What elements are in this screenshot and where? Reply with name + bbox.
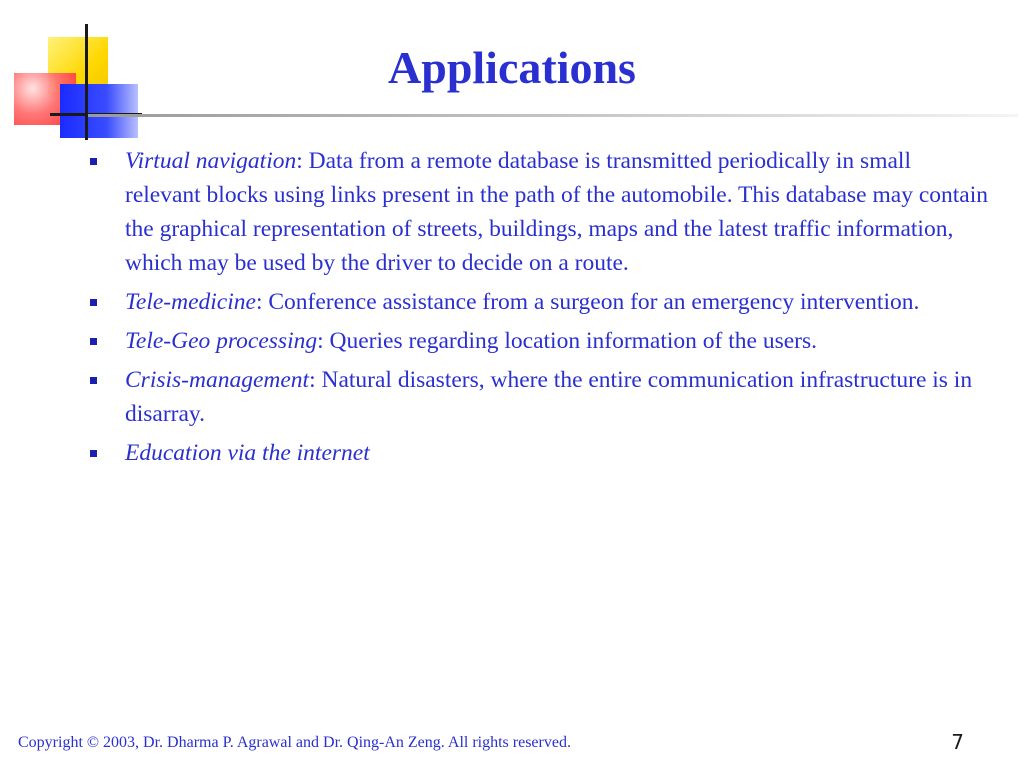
page-number: 7 bbox=[951, 730, 964, 754]
slide-title: Applications bbox=[388, 42, 636, 93]
bullet-text: : Data from a remote database is transmitted periodically in small relevant blocks using links present in the path of the automobile. This database may contain the graphical representation of streets, buildings, maps and the latest traffic information, which may be used by the driver to decide on a route. bbox=[125, 148, 988, 276]
bullet-term: Virtual navigation bbox=[125, 148, 297, 174]
square-bullet-icon bbox=[90, 338, 97, 345]
bullet-term: Tele-medicine bbox=[125, 289, 256, 315]
title-divider bbox=[88, 114, 1018, 117]
bullet-item-tele-medicine bbox=[90, 285, 990, 319]
bullet-text: : Conference assistance from a surgeon for an emergency intervention. bbox=[255, 289, 920, 315]
square-bullet-icon bbox=[90, 450, 97, 457]
bullet-item-crisis-management bbox=[90, 363, 990, 431]
square-bullet-icon bbox=[90, 377, 97, 384]
bullet-item-virtual-navigation bbox=[90, 144, 990, 280]
bullet-item-tele-geo-processing bbox=[90, 324, 990, 358]
square-bullet-icon bbox=[90, 158, 97, 165]
bullet-text: : Natural disasters, where the entire communication infrastructure is in disarray. bbox=[125, 367, 973, 427]
square-bullet-icon bbox=[90, 299, 97, 306]
bullet-term: Tele-Geo processing bbox=[125, 328, 318, 354]
bullet-item-education bbox=[90, 436, 990, 470]
bullet-text: : Queries regarding location information of the users. bbox=[317, 328, 817, 354]
bullet-list bbox=[90, 144, 990, 475]
bullet-term: Crisis-management bbox=[125, 367, 310, 393]
bullet-term: Education via the internet bbox=[125, 440, 370, 466]
footer-copyright: Copyright © 2003, Dr. Dharma P. Agrawal and Dr. Qing-An Zeng. All rights reserved. bbox=[18, 734, 571, 751]
